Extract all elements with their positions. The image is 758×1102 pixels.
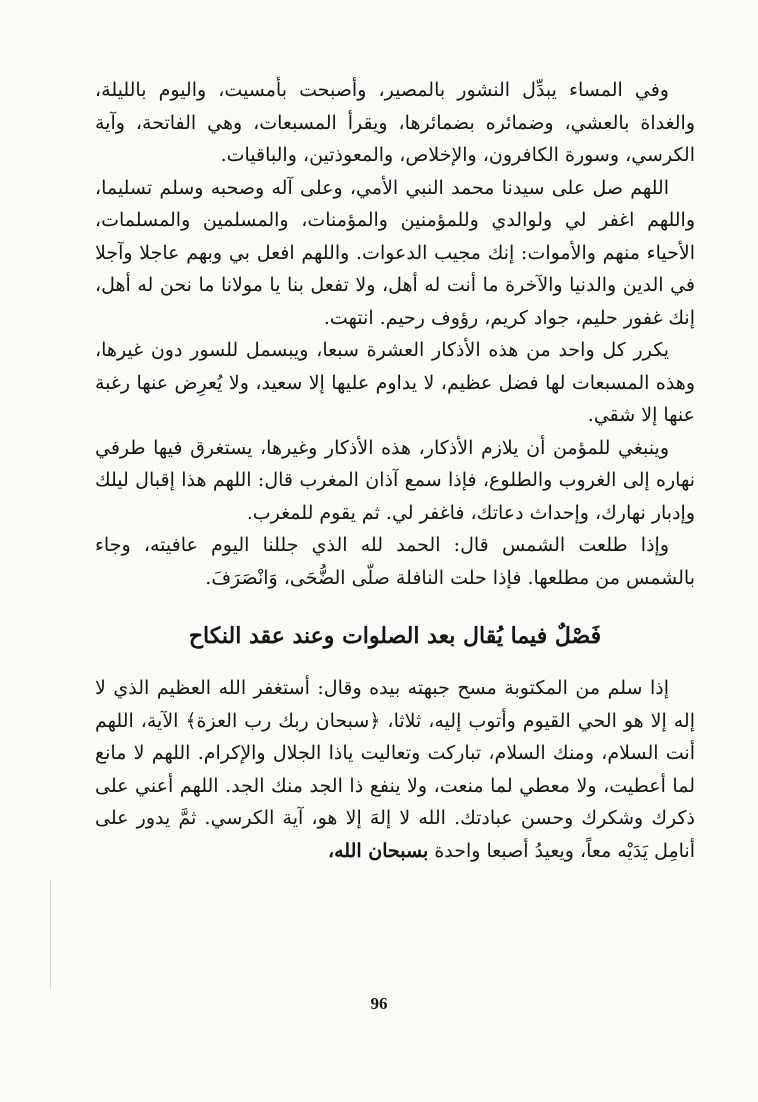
scan-edge-mark (50, 880, 51, 990)
paragraph-prayer-dua: اللهم صل على سيدنا محمد النبي الأمي، وعلى آله وصحبه وسلم تسليما، واللهم اغفر لي ولوالدي وللمؤمنين والمؤمنات، والمسلمين والمسلمات، الأحياء منهم والأموات: إنك مجيب الدعوات. واللهم افعل بي وبهم عاجلا وآجلا في الدين والدنيا والآخرة ما أنت له أهل، ولا تفعل بنا يا مولانا ما نحن له أهل، إنك غفور حليم، جواد كريم، رؤوف رحيم. انتهت. (95, 176, 695, 329)
paragraph-repetition: يكرر كل واحد من هذه الأذكار العشرة سبعا، ويبسمل للسور دون غيرها، وهذه المسبعات لها فضل عظيم، لا يداوم عليها إلا سعيد، ولا يُعرِض عنها رغبة عنها إلا شقي. (95, 339, 695, 426)
paragraph-after-prayer (95, 672, 695, 867)
page-body (95, 74, 695, 867)
paragraph-evening-adhkar: وفي المساء يبدِّل النشور بالمصير، وأصبحت بأمسيت، واليوم بالليلة، والغداة بالعشي، وضمائره بضمائرها، ويقرأ المسبعات، وهي الفاتحة، وآية الكرسي، وسورة الكافرون، والإخلاص، والمعوذتين، والباقيات. (95, 79, 695, 166)
page-number: 96 (370, 994, 388, 1013)
after-prayer-text: إذا سلم من المكتوبة مسح جبهته بيده وقال: أستغفر الله العظيم الذي لا إله إلا هو الحي القيوم وأتوب إليه، ثلاثا، ﴿سبحان ربك رب العزة﴾ الآية، اللهم أنت السلام، ومنك السلام، تباركت وتعاليت ياذا الجلال والإكرام. اللهم لا مانع لما أعطيت، ولا معطي لما منعت، ولا ينفع ذا الجد منك الجد. اللهم أعني على ذكرك وشكرك وحسن عبادتك. الله لا إلهَ إلا هو، آية الكرسي. ثمَّ يدور على أنامِل يَدَيْه معاً، ويعيدُ أصبعا واحدة (95, 677, 695, 862)
paragraph-maghrib: وينبغي للمؤمن أن يلازم الأذكار، هذه الأذكار وغيرها، يستغرق فيها طرفي نهاره إلى الغروب والطلوع، فإذا سمع آذان المغرب قال: اللهم هذا إقبال ليلك وإدبار نهارك، وإحداث دعاتك، فاغفر لي. ثم يقوم للمغرب. (95, 436, 695, 524)
paragraph-sunrise: وإذا طلعت الشمس قال: الحمد لله الذي جللنا اليوم عافيته، وجاء بالشمس من مطلعها. فإذا حلت النافلة صلّى الضُّحَى، وَانْصَرَفَ. (95, 534, 695, 589)
after-prayer-bold-text: بسبحان الله، (327, 839, 429, 862)
section-heading: فَصْلٌ فيما يُقال بعد الصلوات وعند عقد النكاح (188, 623, 602, 649)
